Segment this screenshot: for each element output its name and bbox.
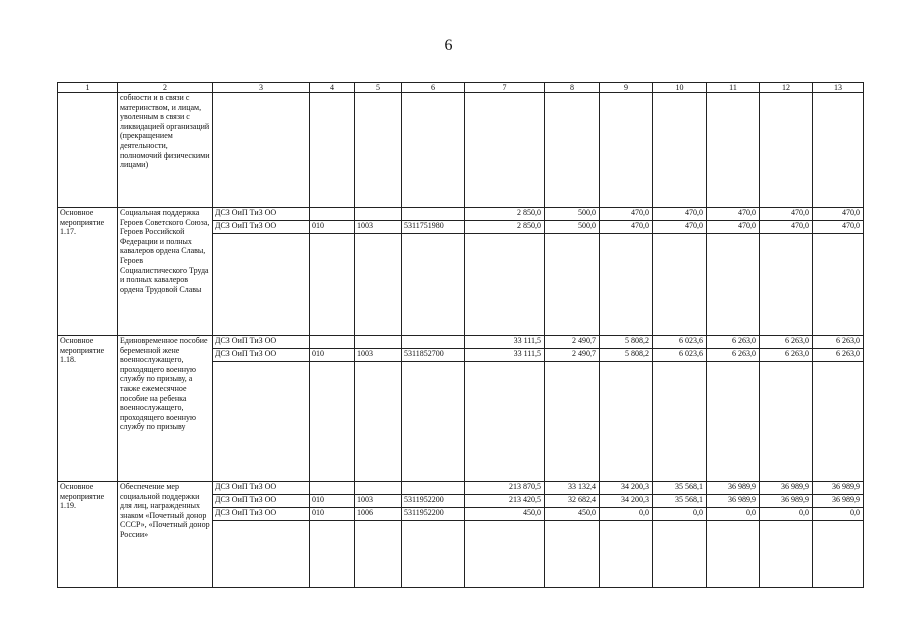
cell-c3: [213, 336, 310, 482]
subrow-c11: 470,0: [707, 221, 759, 234]
subrow-c11: 0,0: [707, 508, 759, 521]
subrow-c11: 6 263,0: [732, 336, 756, 345]
subrow-c7: 33 111,5: [465, 349, 544, 362]
subrow-c9: 5 808,2: [600, 349, 652, 362]
subrow-c5: [355, 208, 401, 221]
column-number-12: 12: [760, 83, 813, 93]
subrow-c6: [402, 336, 464, 349]
table-row: [58, 336, 864, 482]
cell-c12: [760, 336, 813, 482]
header-row: [58, 83, 864, 93]
subrow-table: [813, 208, 863, 234]
subrow-table: [402, 336, 464, 362]
subrow-table: [355, 482, 401, 521]
subrow-c6: 5311852700: [402, 349, 464, 362]
subrow-c5: [355, 482, 401, 495]
subrow-table: [465, 336, 544, 362]
subrow-c4: [310, 482, 354, 495]
subrow-c4: 010: [310, 508, 354, 521]
cell-c7: [465, 482, 545, 588]
cell-c3: [213, 93, 310, 208]
column-number-1: 1: [58, 83, 118, 93]
cell-c4: [310, 93, 355, 208]
subrow-c7: 2 850,0: [517, 208, 541, 217]
cell-c11: [707, 482, 760, 588]
subrow-c10: 0,0: [653, 508, 706, 521]
cell-c7: [465, 93, 545, 208]
subrow-c5: 1003: [355, 349, 401, 362]
subrow-c4: 010: [310, 495, 354, 508]
subrow-c13: 470,0: [813, 221, 863, 234]
activity-name: [58, 93, 118, 208]
subrow-c8: 32 682,4: [545, 495, 599, 508]
subrow-c9: 470,0: [631, 208, 649, 217]
subrow-table: [707, 482, 759, 521]
column-number-2: 2: [118, 83, 213, 93]
subrow-c10: 470,0: [653, 221, 706, 234]
cell-c8: [545, 482, 600, 588]
cell-c5: [355, 336, 402, 482]
table-row: [58, 482, 864, 588]
subrow-c9: 5 808,2: [625, 336, 649, 345]
subrow-c13: 0,0: [813, 508, 863, 521]
subrow-table: [465, 208, 544, 234]
subrow-c12: 6 263,0: [785, 336, 809, 345]
subrow-c5: 1006: [355, 508, 401, 521]
activity-name: Основное мероприятие 1.19.: [58, 482, 118, 588]
subrow-table: [310, 336, 354, 362]
column-number-10: 10: [653, 83, 707, 93]
subrow-c5: 1003: [355, 495, 401, 508]
cell-c11: [707, 208, 760, 336]
subrow-c9: 34 200,3: [621, 482, 649, 491]
cell-c9: [600, 93, 653, 208]
subrow-c3: ДСЗ ОиП ТиЗ ОО: [213, 508, 309, 521]
subrow-table: [600, 336, 652, 362]
subrow-c13: 6 263,0: [813, 349, 863, 362]
subrow-table: [545, 482, 599, 521]
cell-c9: [600, 336, 653, 482]
activity-description: Единовременное пособие беременной жене военнослужащего, проходящего военную службу по призыву, а также ежемесячное пособие на ребенка военнослужащего, проходящего военную службу по призыву: [118, 336, 213, 482]
subrow-table: [653, 336, 706, 362]
cell-c6: [402, 336, 465, 482]
subrow-c7: 33 111,5: [513, 336, 541, 345]
subrow-table: [213, 482, 309, 521]
cell-c7: [465, 208, 545, 336]
subrow-table: [355, 208, 401, 234]
cell-c12: [760, 208, 813, 336]
subrow-table: [402, 208, 464, 234]
subrow-c6: 5311751980: [402, 221, 464, 234]
cell-c13: [813, 482, 864, 588]
column-number-13: 13: [813, 83, 864, 93]
column-number-3: 3: [213, 83, 310, 93]
subrow-c3: ДСЗ ОиП ТиЗ ОО: [215, 208, 277, 217]
activity-description: Социальная поддержка Героев Советского Союза, Героев Российской Федерации и полных кавалеров ордена Славы, Героев Социалистического Труда и полных кавалеров ордена Трудовой Славы: [118, 208, 213, 336]
column-number-4: 4: [310, 83, 355, 93]
subrow-c4: [310, 208, 354, 221]
subrow-c12: 6 263,0: [760, 349, 812, 362]
budget-table: [57, 82, 864, 588]
subrow-c13: 36 989,9: [813, 495, 863, 508]
subrow-c6: 5311952200: [402, 495, 464, 508]
subrow-table: [813, 482, 863, 521]
subrow-table: [653, 482, 706, 521]
subrow-c3: ДСЗ ОиП ТиЗ ОО: [215, 336, 277, 345]
subrow-table: [707, 336, 759, 362]
cell-c3: [213, 208, 310, 336]
cell-c6: [402, 208, 465, 336]
subrow-c4: [310, 336, 354, 349]
subrow-c7: 213 420,5: [465, 495, 544, 508]
subrow-c13: 470,0: [842, 208, 860, 217]
cell-c12: [760, 93, 813, 208]
subrow-c10: 6 023,6: [653, 349, 706, 362]
subrow-c8: 2 490,7: [545, 349, 599, 362]
cell-c10: [653, 93, 707, 208]
subrow-c8: 500,0: [578, 208, 596, 217]
subrow-c5: 1003: [355, 221, 401, 234]
subrow-table: [213, 208, 309, 234]
cell-c10: [653, 336, 707, 482]
subrow-c8: 450,0: [545, 508, 599, 521]
cell-c6: [402, 482, 465, 588]
subrow-table: [653, 208, 706, 234]
subrow-c12: 0,0: [760, 508, 812, 521]
cell-c13: [813, 336, 864, 482]
cell-c5: [355, 482, 402, 588]
cell-c13: [813, 93, 864, 208]
subrow-table: [760, 208, 812, 234]
subrow-c11: 36 989,9: [707, 495, 759, 508]
subrow-table: [545, 336, 599, 362]
subrow-c12: 470,0: [791, 208, 809, 217]
subrow-c6: 5311952200: [402, 508, 464, 521]
cell-c6: [402, 93, 465, 208]
subrow-table: [310, 482, 354, 521]
column-number-7: 7: [465, 83, 545, 93]
subrow-c9: 0,0: [600, 508, 652, 521]
cell-c11: [707, 336, 760, 482]
cell-c3: [213, 482, 310, 588]
cell-c8: [545, 93, 600, 208]
subrow-c12: 470,0: [760, 221, 812, 234]
subrow-table: [600, 482, 652, 521]
subrow-table: [310, 208, 354, 234]
activity-description: собности и в связи с материнством, и лицам, уволенным в связи с ликвидацией организаций (прекращением деятельности, полномочий физическими лицами): [118, 93, 213, 208]
cell-c4: [310, 482, 355, 588]
cell-c9: [600, 482, 653, 588]
subrow-table: [355, 336, 401, 362]
column-number-9: 9: [600, 83, 653, 93]
subrow-c10: 6 023,6: [679, 336, 703, 345]
activity-name: Основное мероприятие 1.18.: [58, 336, 118, 482]
subrow-table: [402, 482, 464, 521]
page-number: 6: [444, 37, 453, 54]
subrow-table: [465, 482, 544, 521]
subrow-table: [760, 482, 812, 521]
cell-c4: [310, 208, 355, 336]
subrow-c5: [355, 336, 401, 349]
subrow-c10: 35 568,1: [653, 495, 706, 508]
activity-name: Основное мероприятие 1.17.: [58, 208, 118, 336]
subrow-table: [813, 336, 863, 362]
column-number-8: 8: [545, 83, 600, 93]
subrow-c4: 010: [310, 349, 354, 362]
column-number-6: 6: [402, 83, 465, 93]
subrow-c12: 36 989,9: [760, 495, 812, 508]
subrow-table: [545, 208, 599, 234]
cell-c8: [545, 336, 600, 482]
subrow-table: [600, 208, 652, 234]
subrow-c8: 500,0: [545, 221, 599, 234]
cell-c5: [355, 208, 402, 336]
subrow-table: [760, 336, 812, 362]
cell-c9: [600, 208, 653, 336]
cell-c13: [813, 208, 864, 336]
subrow-c6: [402, 482, 464, 495]
subrow-c13: 36 989,9: [832, 482, 860, 491]
cell-c7: [465, 336, 545, 482]
subrow-c3: ДСЗ ОиП ТиЗ ОО: [213, 495, 309, 508]
subrow-c4: 010: [310, 221, 354, 234]
cell-c11: [707, 93, 760, 208]
subrow-c13: 6 263,0: [836, 336, 860, 345]
table-row: [58, 93, 864, 208]
subrow-c11: 36 989,9: [728, 482, 756, 491]
table-row: [58, 208, 864, 336]
subrow-table: [213, 336, 309, 362]
subrow-table: [707, 208, 759, 234]
subrow-c3: ДСЗ ОиП ТиЗ ОО: [213, 349, 309, 362]
column-number-11: 11: [707, 83, 760, 93]
subrow-c7: 213 870,5: [509, 482, 541, 491]
subrow-c12: 36 989,9: [781, 482, 809, 491]
subrow-c9: 470,0: [600, 221, 652, 234]
subrow-c10: 470,0: [685, 208, 703, 217]
subrow-c11: 6 263,0: [707, 349, 759, 362]
cell-c5: [355, 93, 402, 208]
subrow-c6: [402, 208, 464, 221]
cell-c10: [653, 208, 707, 336]
activity-description: Обеспечение мер социальной поддержки для лиц, награжденных знаком «Почетный донор СССР», «Почетный донор России»: [118, 482, 213, 588]
column-number-5: 5: [355, 83, 402, 93]
subrow-c7: 450,0: [465, 508, 544, 521]
subrow-c8: 33 132,4: [568, 482, 596, 491]
subrow-c11: 470,0: [738, 208, 756, 217]
cell-c10: [653, 482, 707, 588]
subrow-c3: ДСЗ ОиП ТиЗ ОО: [215, 482, 277, 491]
cell-c4: [310, 336, 355, 482]
cell-c12: [760, 482, 813, 588]
subrow-c7: 2 850,0: [465, 221, 544, 234]
subrow-c3: ДСЗ ОиП ТиЗ ОО: [213, 221, 309, 234]
subrow-c8: 2 490,7: [572, 336, 596, 345]
cell-c8: [545, 208, 600, 336]
subrow-c9: 34 200,3: [600, 495, 652, 508]
subrow-c10: 35 568,1: [675, 482, 703, 491]
